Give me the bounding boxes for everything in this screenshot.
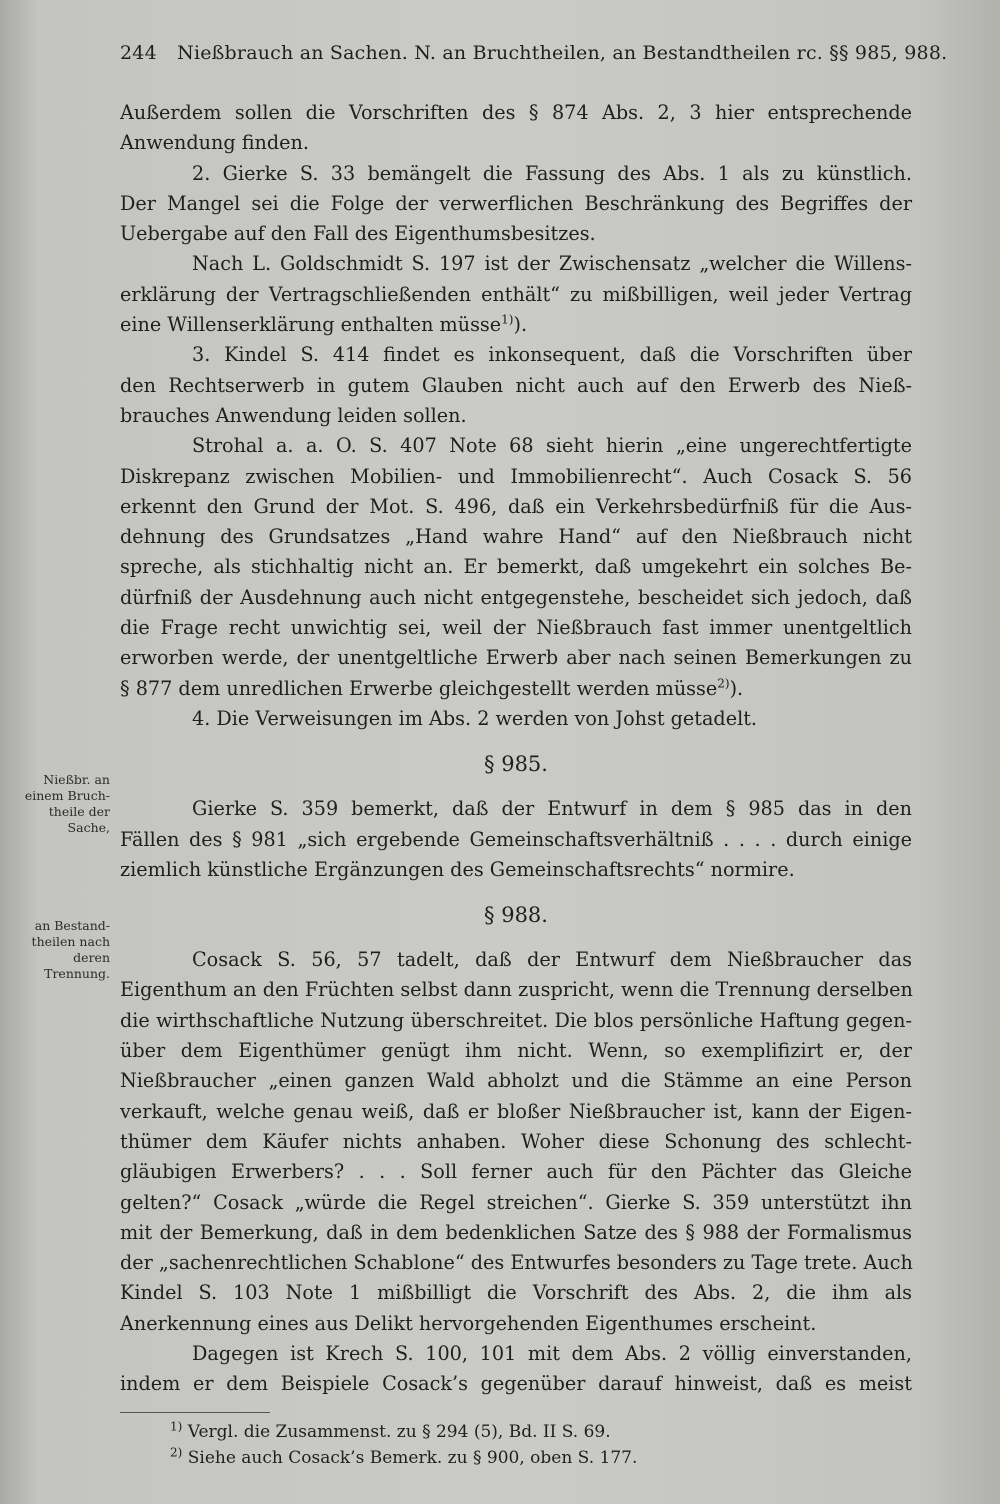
text-line: ziemlich künstliche Ergänzungen des Gemeinschaftsrechts“ normire. <box>120 857 795 881</box>
text-line: erworben werde, der unentgeltliche Erwerb aber nach seinen Bemerkungen zu <box>120 646 912 670</box>
text-line: die Frage recht unwichtig sei, weil der Nießbrauch fast immer unentgeltlich <box>120 616 912 640</box>
footnote <box>120 1445 912 1471</box>
text-line: Gierke S. 359 bemerkt, daß der Entwurf in dem § 985 das in den <box>192 797 912 821</box>
text-line: über dem Eigenthümer genügt ihm nicht. Wenn, so exemplifizirt er, der <box>120 1039 912 1063</box>
margin-note-bestandtheile: an Bestand-theilen nach deren Trennung. <box>31 918 110 981</box>
text-line: Nach L. Goldschmidt S. 197 ist der Zwischensatz „welcher die Willens- <box>192 252 912 276</box>
text-line: 2. Gierke S. 33 bemängelt die Fassung des Abs. 1 als zu künstlich. <box>192 161 912 185</box>
text-line: Cosack S. 56, 57 tadelt, daß der Entwurf dem Nießbraucher das <box>192 948 912 972</box>
text-line: Uebergabe auf den Fall des Eigenthumsbesitzes. <box>120 222 596 246</box>
text-line: mit der Bemerkung, daß in dem bedenklichen Satze des § 988 der Formalismus <box>120 1220 912 1244</box>
text-line: Strohal a. a. O. S. 407 Note 68 sieht hierin „eine ungerechtfertigte <box>192 434 912 458</box>
running-title: Nießbrauch an Sachen. N. an Bruchtheilen, an Bestandtheilen rc. §§ 985, 988. <box>177 42 948 64</box>
text-line: Anwendung finden. <box>120 131 309 155</box>
page-header <box>120 42 948 64</box>
text-line: verkauft, welche genau weiß, daß er bloßer Nießbraucher ist, kann der Eigen- <box>120 1099 912 1123</box>
footnote-text: Vergl. die Zusammenst. zu § 294 (5), Bd. II S. 69. <box>187 1421 611 1442</box>
text-line: dürfniß der Ausdehnung auch nicht entgegenstehe, bescheidet sich jedoch, daß <box>120 585 912 609</box>
text-line: brauches Anwendung leiden sollen. <box>120 403 467 427</box>
text-line: Anerkennung eines aus Delikt hervorgehenden Eigenthumes erscheint. <box>120 1311 817 1335</box>
page-number: 244 <box>120 42 157 64</box>
text-line: erklärung der Vertragschließenden enthält“ zu mißbilligen, weil jeder Vertrag <box>120 282 912 306</box>
text-line: Dagegen ist Krech S. 100, 101 mit dem Abs. 2 völlig einverstanden, <box>192 1341 912 1365</box>
text-line: gelten?“ Cosack „würde die Regel streichen“. Gierke S. 359 unterstützt ihn <box>120 1190 912 1214</box>
text-line: gläubigen Erwerbers? . . . Soll ferner auch für den Pächter das Gleiche <box>120 1160 912 1184</box>
text-line: indem er dem Beispiele Cosack’s gegenüber darauf hinweist, daß es meist <box>120 1372 912 1396</box>
text-line: spreche, als stichhaltig nicht an. Er bemerkt, daß umgekehrt ein solches Be- <box>120 555 912 579</box>
body-text <box>120 98 912 1471</box>
footnote-mark: 2) <box>717 676 730 691</box>
footnote-mark: 1) <box>170 1418 183 1433</box>
text-line: der „sachenrechtlichen Schablone“ des Entwurfes besonders zu Tage trete. Auch <box>120 1251 913 1275</box>
text-line: 4. Die Verweisungen im Abs. 2 werden von Johst getadelt. <box>192 706 758 730</box>
margin-note-bruchtheil: Nießbr. an einem Bruch-theile der Sache, <box>24 772 110 835</box>
text-line: Kindel S. 103 Note 1 mißbilligt die Vorschrift des Abs. 2, die ihm als <box>120 1281 912 1305</box>
footnote <box>120 1419 912 1445</box>
text-line: die wirthschaftliche Nutzung überschreitet. Die blos persönliche Haftung gegen- <box>120 1008 912 1032</box>
footnote-mark: 2) <box>170 1444 183 1459</box>
text-line: thümer dem Käufer nichts anhaben. Woher diese Schonung des schlecht- <box>120 1129 912 1153</box>
footnote-separator <box>120 1412 270 1413</box>
text-line-with-footnote <box>120 310 912 340</box>
footnote-text: Siehe auch Cosack’s Bemerk. zu § 900, oben S. 177. <box>187 1447 638 1468</box>
footnote-mark: 1) <box>501 312 514 327</box>
text-line-with-footnote <box>120 674 912 704</box>
section-heading-985: § 985. <box>484 752 548 777</box>
text-line: Diskrepanz zwischen Mobilien- und Immobilienrecht“. Auch Cosack S. 56 <box>120 464 912 488</box>
section-heading-988: § 988. <box>484 903 548 928</box>
text-fragment: ). <box>513 313 528 337</box>
text-fragment: ). <box>729 676 744 700</box>
text-line: erkennt den Grund der Mot. S. 496, daß ein Verkehrsbedürfniß für die Aus- <box>120 494 912 518</box>
text-line: Fällen des § 981 „sich ergebende Gemeinschaftsverhältniß . . . . durch einige <box>120 827 912 851</box>
text-line: Der Mangel sei die Folge der verwerflichen Beschränkung des Begriffes der <box>120 191 912 215</box>
text-fragment: eine Willenserklärung enthalten müsse <box>120 313 502 337</box>
text-fragment: § 877 dem unredlichen Erwerbe gleichgestellt werden müsse <box>120 676 718 700</box>
text-line: den Rechtserwerb in gutem Glauben nicht auch auf den Erwerb des Nieß- <box>120 373 912 397</box>
text-line: Nießbraucher „einen ganzen Wald abholzt und die Stämme an eine Person <box>120 1069 912 1093</box>
text-line: Eigenthum an den Früchten selbst dann zuspricht, wenn die Trennung derselben <box>120 978 913 1002</box>
text-line: dehnung des Grundsatzes „Hand wahre Hand“ auf den Nießbrauch nicht <box>120 525 912 549</box>
text-line: 3. Kindel S. 414 findet es inkonsequent, daß die Vorschriften über <box>192 343 912 367</box>
text-line: Außerdem sollen die Vorschriften des § 874 Abs. 2, 3 hier entsprechende <box>120 101 912 124</box>
